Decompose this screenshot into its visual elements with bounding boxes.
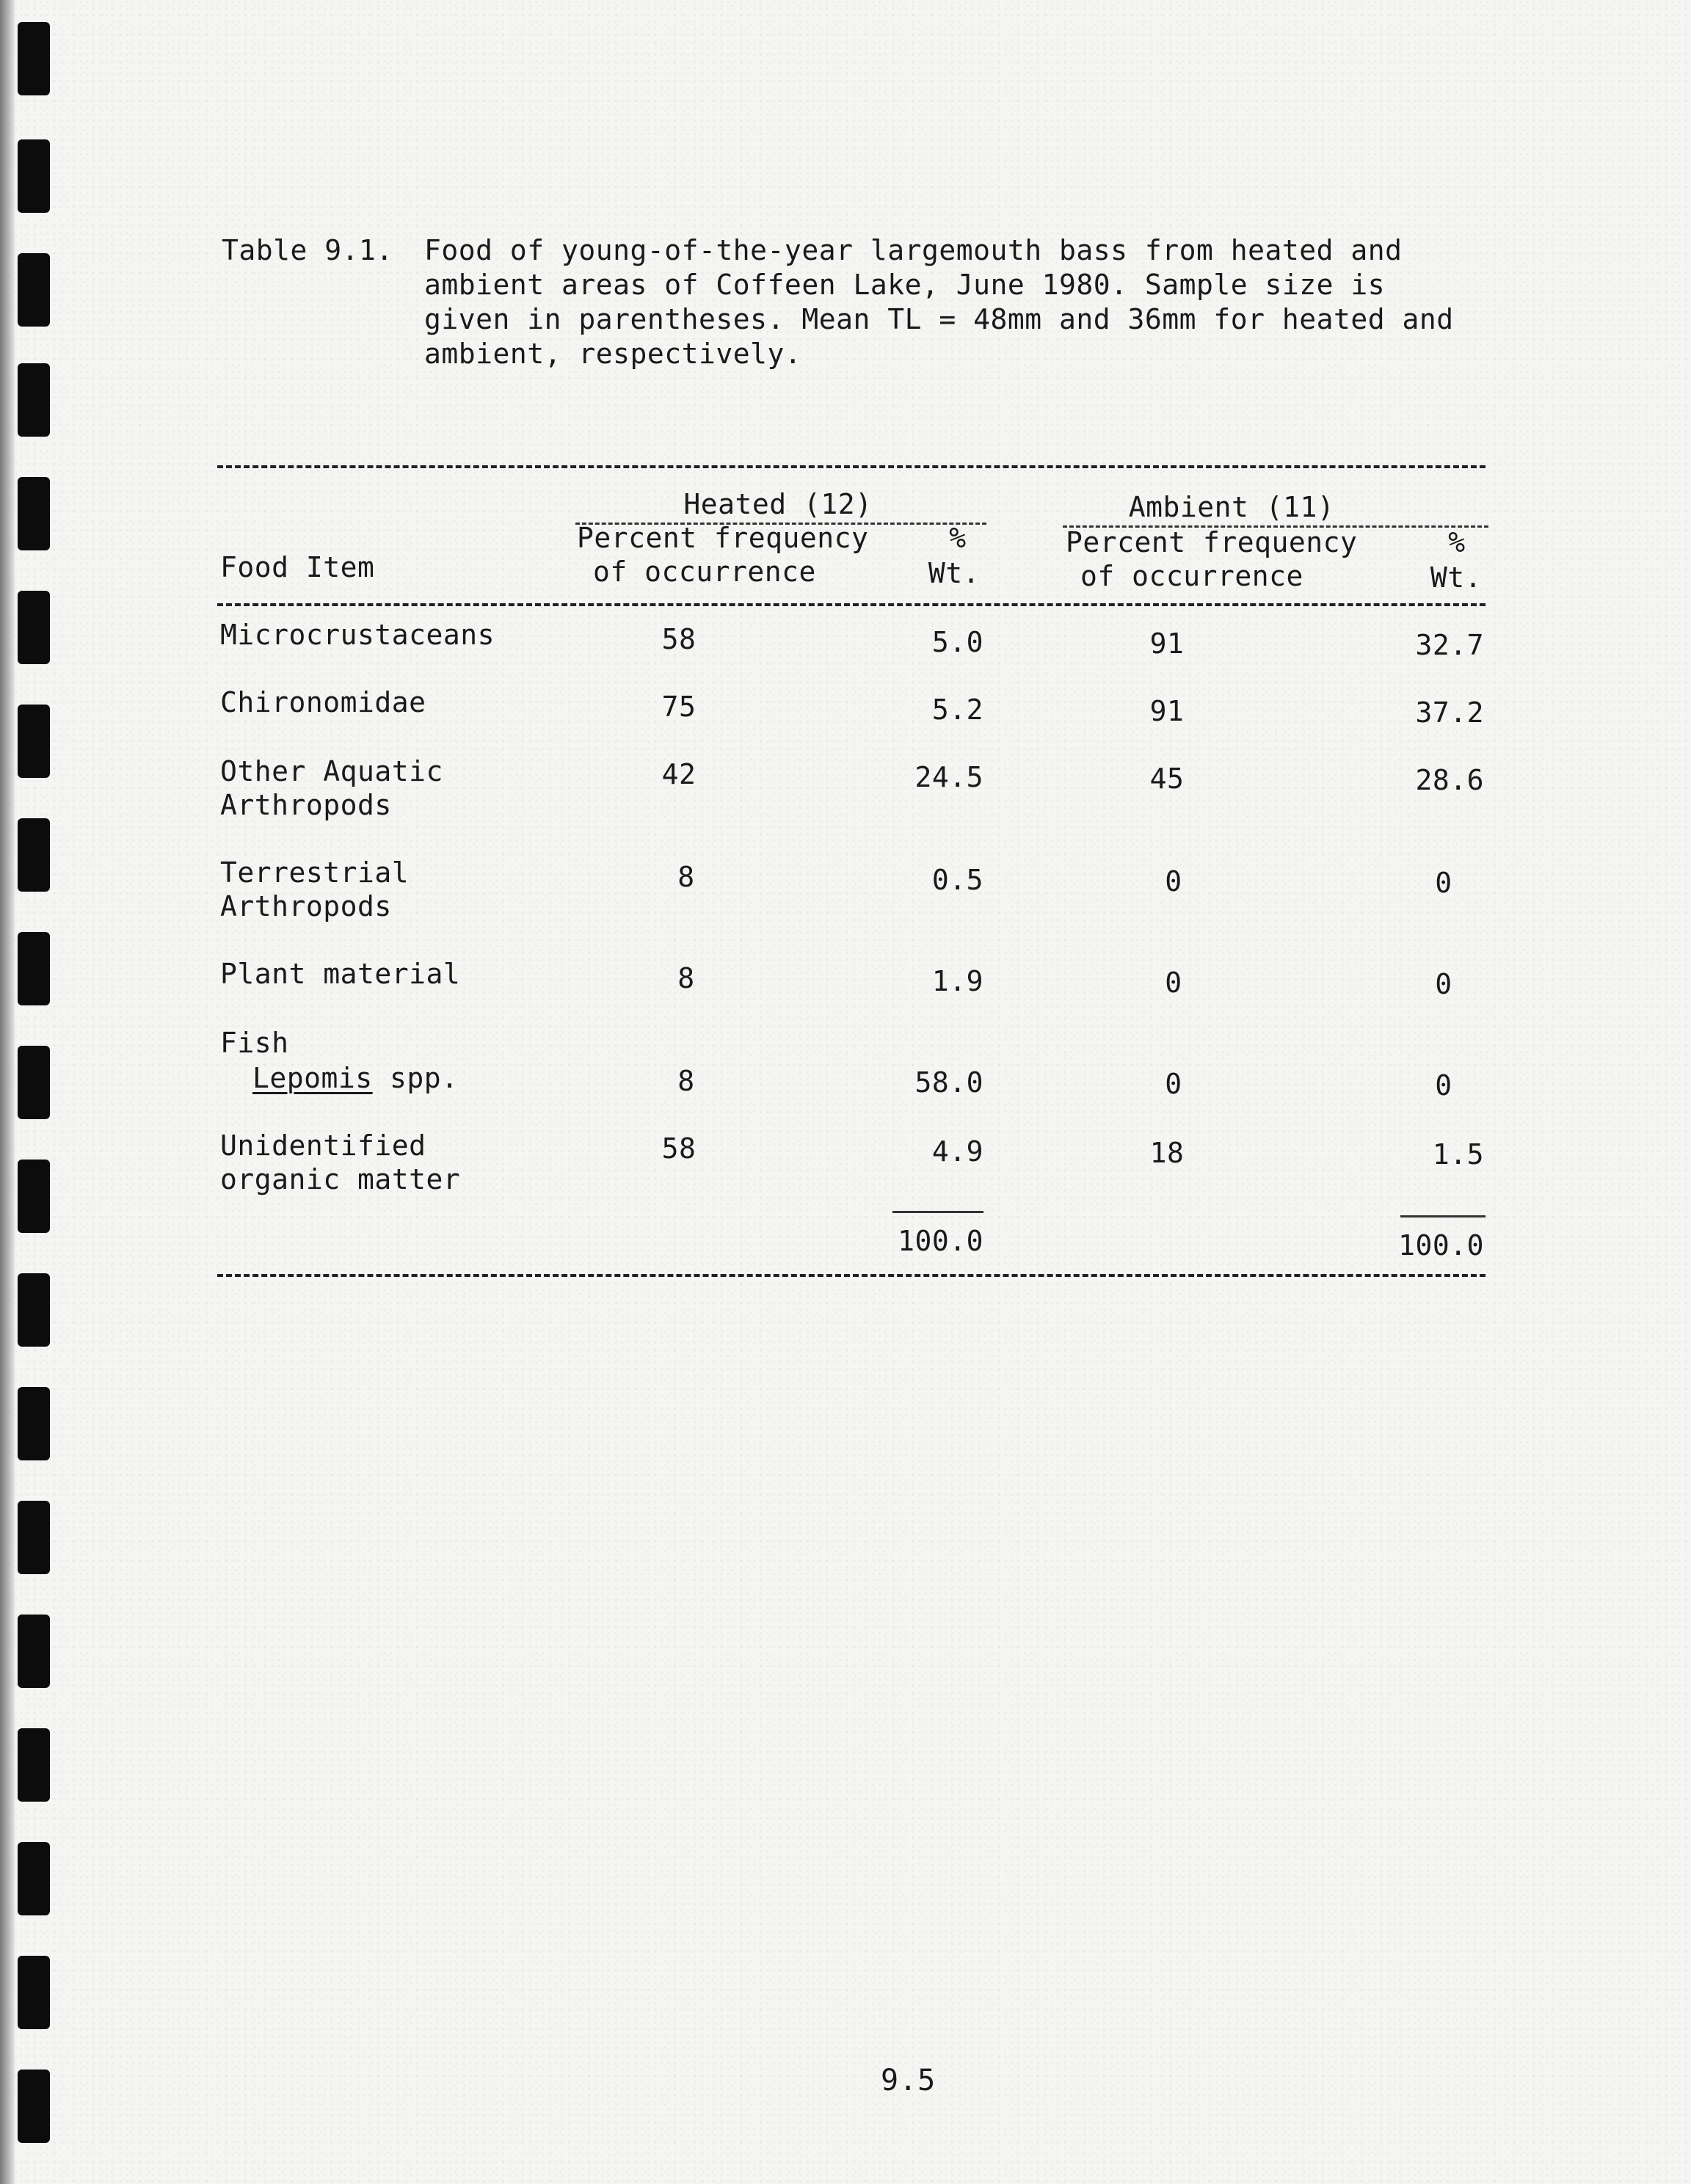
- caption-line: Food of young-of-the-year largemouth bass from heated and: [424, 234, 1403, 266]
- food-item: Unidentified: [220, 1129, 426, 1162]
- heated-wt-cell: 4.9: [931, 1135, 983, 1168]
- punch-hole: [18, 477, 50, 550]
- ambient-wt-cell: 1.5: [1432, 1138, 1484, 1171]
- caption-text: [424, 233, 1496, 371]
- heated-freq-cell: 8: [677, 962, 695, 994]
- food-item-subitem: [252, 1061, 459, 1095]
- ambient-wt-cell: 0: [1435, 968, 1452, 1000]
- food-item: Microcrustaceans: [220, 619, 495, 651]
- ambient-wt-cell: 28.6: [1415, 764, 1484, 796]
- ambient-wt-cell: 0: [1435, 867, 1452, 899]
- heated-freq-cell: 75: [661, 691, 697, 723]
- punch-hole: [18, 1615, 50, 1688]
- food-item: Terrestrial: [220, 856, 410, 889]
- punch-hole: [18, 1842, 50, 1915]
- punch-hole: [18, 139, 50, 213]
- heated-wt-cell: 1.9: [931, 965, 983, 997]
- heated-freq-cell: 58: [661, 623, 697, 655]
- ambient-freq-cell: 91: [1149, 695, 1185, 727]
- ambient-freq-cell: 91: [1149, 627, 1185, 660]
- table-top-rule: [217, 465, 1485, 468]
- ambient-freq-cell: 45: [1149, 762, 1185, 795]
- heated-freq-cell: 8: [677, 861, 695, 893]
- heated-wt-cell: 24.5: [914, 761, 983, 793]
- punch-hole: [18, 2070, 50, 2143]
- header-bottom-rule: [217, 603, 1485, 606]
- punch-hole: [18, 1956, 50, 2029]
- ambient-wt-cell: 32.7: [1415, 629, 1484, 661]
- heated-sum-rule: [892, 1211, 983, 1213]
- food-item-continued: organic matter: [220, 1163, 461, 1195]
- food-item-continued: Arthropods: [220, 789, 392, 821]
- punch-hole: [18, 818, 50, 892]
- caption-line: ambient, respectively.: [424, 338, 802, 370]
- heated-wt-cell: 5.2: [931, 694, 983, 726]
- punch-hole: [18, 253, 50, 327]
- heated-wt-cell: 58.0: [914, 1066, 983, 1099]
- food-item: Chironomidae: [220, 686, 426, 718]
- punch-hole: [18, 705, 50, 778]
- page-binding-edge: [0, 0, 15, 2184]
- heated-freq-header-1: Percent frequency: [577, 522, 869, 554]
- ambient-wt-cell: 37.2: [1415, 696, 1484, 729]
- food-item: Fish: [220, 1027, 289, 1059]
- heated-wt-cell: 0.5: [931, 864, 983, 896]
- punch-hole: [18, 1273, 50, 1347]
- punch-hole: [18, 363, 50, 437]
- genus-name: Lepomis: [252, 1062, 373, 1094]
- heated-freq-header-2: of occurrence: [593, 556, 816, 588]
- punch-hole: [18, 22, 50, 95]
- heated-wt-total: 100.0: [898, 1225, 983, 1257]
- ambient-freq-cell: 0: [1165, 865, 1182, 898]
- ambient-wt-header: Wt.: [1430, 561, 1483, 594]
- heated-freq-cell: 58: [661, 1132, 697, 1165]
- heated-freq-cell: 8: [677, 1065, 695, 1097]
- group-ambient-header: Ambient (11): [1128, 491, 1335, 523]
- punch-hole: [18, 591, 50, 664]
- punch-hole: [18, 932, 50, 1005]
- food-item-continued: Arthropods: [220, 890, 392, 922]
- heated-pct-header: %: [949, 522, 967, 554]
- ambient-freq-cell: 0: [1165, 967, 1182, 999]
- table-label: Table 9.1.: [222, 234, 393, 266]
- page-number: 9.5: [881, 2064, 937, 2097]
- group-heated-header: Heated (12): [683, 488, 873, 520]
- food-item: Other Aquatic: [220, 755, 443, 787]
- ambient-freq-cell: 18: [1149, 1137, 1185, 1169]
- food-item-header: Food Item: [220, 551, 375, 583]
- species-abbrev: spp.: [390, 1062, 459, 1094]
- caption-line: given in parentheses. Mean TL = 48mm and 36mm for heated and: [424, 303, 1454, 335]
- punch-hole: [18, 1387, 50, 1460]
- punch-hole: [18, 1046, 50, 1119]
- ambient-wt-cell: 0: [1435, 1069, 1452, 1102]
- punch-hole: [18, 1160, 50, 1233]
- food-item: Plant material: [220, 958, 461, 990]
- ambient-wt-total: 100.0: [1398, 1229, 1484, 1262]
- heated-freq-cell: 42: [661, 758, 697, 790]
- ambient-pct-header: %: [1448, 526, 1466, 558]
- ambient-freq-header-2: of occurrence: [1080, 560, 1303, 592]
- ambient-freq-cell: 0: [1165, 1068, 1182, 1100]
- heated-wt-cell: 5.0: [931, 626, 983, 658]
- ambient-sum-rule: [1400, 1215, 1485, 1217]
- punch-hole: [18, 1501, 50, 1574]
- ambient-freq-header-1: Percent frequency: [1066, 526, 1358, 558]
- caption-line: ambient areas of Coffeen Lake, June 1980. Sample size is: [424, 269, 1386, 301]
- table-bottom-rule: [217, 1274, 1485, 1277]
- heated-wt-header: Wt.: [928, 557, 981, 589]
- punch-hole: [18, 1728, 50, 1802]
